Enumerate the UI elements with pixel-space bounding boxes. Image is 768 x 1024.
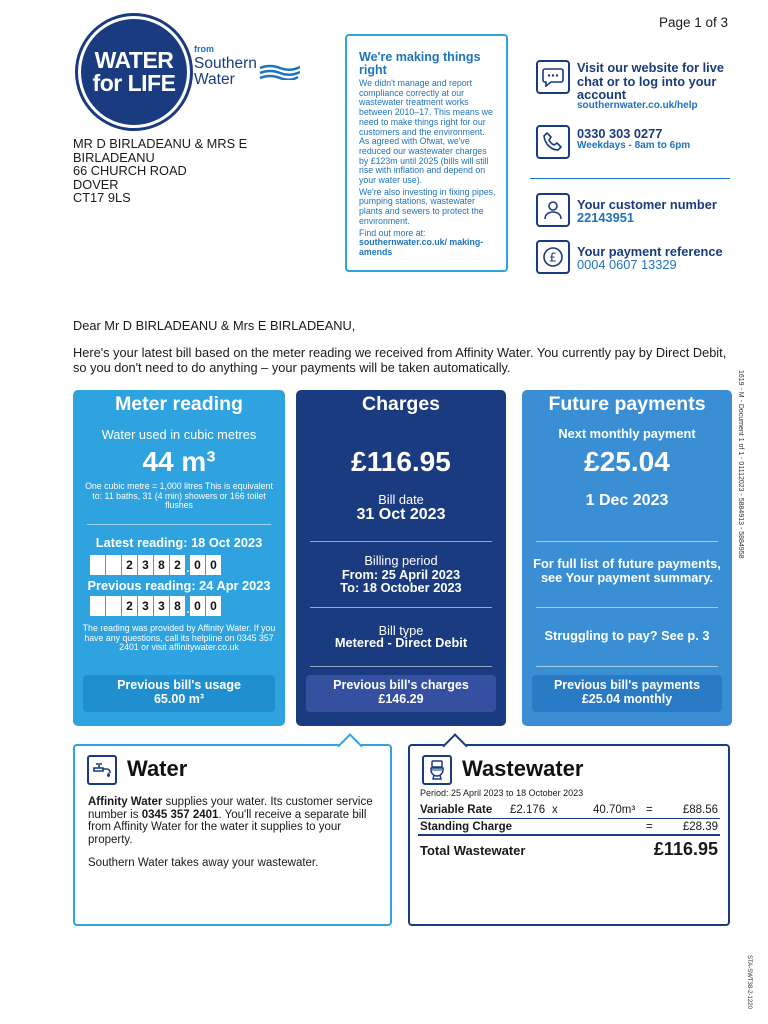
greeting: Dear Mr D BIRLADEANU & Mrs E BIRLADEANU, — [73, 318, 356, 333]
meter-digit — [90, 555, 106, 575]
page-number: Page 1 of 3 — [658, 15, 728, 30]
payment-reference: 0004 0607 13329 — [577, 257, 677, 272]
previous-usage-box — [83, 675, 275, 712]
total-amount: £116.95 — [653, 839, 718, 859]
water-text-a: supplies your water. Its customer service number is — [88, 796, 373, 821]
standing-charge-row — [418, 821, 720, 836]
bill-date: 31 Oct 2023 — [356, 506, 446, 523]
notice-title: We're making things right — [359, 50, 481, 77]
meter-digit: 3 — [138, 596, 154, 616]
previous-charges-value: £146.29 — [378, 691, 424, 706]
meter-digit: 3 — [154, 596, 170, 616]
variable-rate-row — [418, 804, 720, 819]
previous-charges-label: Previous bill's charges — [333, 678, 469, 692]
payment-reference-label: Your payment reference — [577, 244, 723, 259]
panel-pointer — [337, 733, 362, 758]
phone-hours: Weekdays - 8am to 6pm — [577, 140, 691, 151]
bill-date-label: Bill date — [378, 492, 424, 507]
divider — [536, 541, 718, 542]
billing-period-label: Billing period — [364, 553, 438, 568]
meter-note: One cubic metre = 1,000 litres This is equivalent to: 11 baths, 31 (4 min) showers or 166 toilet flushes — [85, 481, 273, 510]
water-text — [88, 796, 378, 846]
water-title: Water — [127, 756, 188, 781]
meter-usage: 44 m³ — [142, 446, 216, 477]
next-payment-amount: £25.04 — [584, 446, 670, 477]
meter-decimal: 0 — [190, 555, 206, 575]
wastewater-title: Wastewater — [462, 756, 584, 781]
variable-rate-label: Variable Rate — [420, 804, 493, 816]
toilet-icon — [422, 755, 452, 785]
meter-decimal: 0 — [206, 555, 222, 575]
struggling-note[interactable]: Struggling to pay? See p. 3 — [544, 628, 710, 643]
meter-digit: 8 — [170, 596, 186, 616]
multiply-sign: x — [552, 804, 558, 816]
latest-meter-dial — [90, 555, 222, 575]
customer-address: MR D BIRLADEANU & MRS E BIRLADEANU 66 CHURCH ROAD DOVER CT17 9LS — [73, 136, 248, 205]
supplier-phone: 0345 357 2401 — [141, 808, 219, 821]
logo-line2: for LIFE — [92, 70, 176, 96]
meter-title: Meter reading — [115, 393, 243, 415]
meter-digit — [106, 555, 122, 575]
charges-amount: £116.95 — [351, 446, 451, 477]
next-payment-label: Next monthly payment — [558, 426, 696, 441]
person-icon — [536, 193, 570, 227]
divider — [310, 541, 492, 542]
supplier-name: Affinity Water — [88, 796, 163, 808]
notice-find-more: Find out more at: — [359, 227, 426, 238]
divider — [310, 607, 492, 608]
making-things-right-notice — [345, 34, 508, 272]
logo-line1: WATER — [94, 47, 174, 73]
meter-digit: 8 — [154, 555, 170, 575]
charges-card — [296, 390, 506, 726]
total-label: Total Wastewater — [420, 843, 526, 858]
meter-digit: 2 — [122, 596, 138, 616]
divider — [536, 607, 718, 608]
previous-usage-value: 65.00 m³ — [153, 691, 205, 706]
variable-quantity: 40.70m³ — [593, 804, 636, 816]
from-label: from — [194, 44, 214, 54]
chat-icon — [536, 60, 570, 94]
water-text-b: . You'll receive a separate bill from Affinity Water for the water it supplies to your property. — [88, 808, 367, 846]
divider — [310, 666, 492, 667]
divider — [87, 524, 271, 525]
customer-number: 22143951 — [577, 210, 634, 225]
variable-amount: £88.56 — [682, 804, 718, 816]
bill-type-label: Bill type — [378, 623, 424, 638]
meter-digit — [90, 596, 106, 616]
latest-reading-label: Latest reading: 18 Oct 2023 — [95, 535, 263, 550]
meter-decimal-point: . — [186, 596, 190, 616]
meter-digit: 2 — [122, 555, 138, 575]
help-link[interactable]: southernwater.co.uk/help — [577, 100, 698, 111]
tap-icon — [87, 755, 117, 785]
svg-text:£: £ — [549, 250, 557, 265]
waves-icon — [258, 64, 300, 80]
previous-usage-label: Previous bill's usage — [117, 678, 241, 692]
notice-link[interactable]: southernwater.co.uk/ making-amends — [359, 237, 484, 257]
meter-reading-card — [73, 390, 285, 726]
water-for-life-logo — [78, 16, 190, 128]
equals-sign: = — [646, 804, 653, 816]
provider-note: The reading was provided by Affinity Water. If you have any questions, call its helpline on 0345 357 2401 or visit affinitywater.co.uk — [82, 623, 276, 652]
meter-subtitle: Water used in cubic metres — [101, 427, 257, 442]
charges-title: Charges — [361, 393, 441, 415]
southern-water-name: Southern Water — [194, 55, 257, 88]
meter-decimal: 0 — [206, 596, 222, 616]
future-title: Future payments — [548, 393, 706, 415]
wastewater-panel — [408, 744, 730, 926]
previous-reading-label: Previous reading: 24 Apr 2023 — [87, 578, 271, 593]
next-payment-date: 1 Dec 2023 — [585, 492, 669, 509]
previous-payments-box — [532, 675, 722, 712]
meter-decimal-point: . — [186, 555, 190, 575]
meter-digit — [106, 596, 122, 616]
total-row — [418, 839, 720, 859]
bill-type: Metered - Direct Debit — [334, 635, 468, 650]
website-title: Visit our website for live chat or to log into your account — [577, 60, 724, 102]
meter-digit: 2 — [170, 555, 186, 575]
notice-body2: We're also investing in fixing pipes, pumping stations, wastewater plants and sewers to protect the environment. — [359, 186, 496, 226]
future-payments-card — [522, 390, 732, 726]
previous-payments-value: £25.04 monthly — [581, 691, 673, 706]
notice-body1: We didn't manage and report compliance correctly at our wastewater treatment works between 2010–17. This means we need to make things right for our customers and the environment. As agreed with Ofwat, we've reduced our wastewater charges by £123m until 2025 (bills will still rise with inflation and depend on your water use). — [359, 78, 493, 186]
divider — [536, 666, 718, 667]
previous-payments-label: Previous bill's payments — [553, 678, 701, 692]
standing-charge-amount: £28.39 — [682, 821, 718, 833]
phone-number[interactable]: 0330 303 0277 — [577, 126, 663, 141]
contact-divider — [530, 178, 730, 179]
pound-icon — [536, 240, 570, 274]
billing-period-from: From: 25 April 2023 — [341, 567, 461, 582]
standing-charge-label: Standing Charge — [420, 821, 513, 833]
phone-icon — [536, 125, 570, 159]
wastewater-period: Period: 25 April 2023 to 18 October 2023 — [420, 788, 584, 798]
meter-digit: 3 — [138, 555, 154, 575]
customer-number-label: Your customer number — [577, 197, 717, 212]
document-reference: 1619 - M - Document 1 of 1 - 01112023 - 5884913 - 5884958 — [737, 370, 744, 559]
wastewater-note: Southern Water takes away your wastewater. — [88, 857, 319, 869]
equals-sign: = — [646, 821, 653, 833]
previous-charges-box — [306, 675, 496, 712]
previous-meter-dial — [90, 596, 222, 616]
billing-period-to: To: 18 October 2023 — [340, 580, 462, 595]
full-list-note[interactable]: For full list of future payments, see Your payment summary. — [533, 556, 721, 585]
variable-rate: £2.176 — [510, 804, 546, 816]
meter-decimal: 0 — [190, 596, 206, 616]
water-panel — [73, 744, 392, 926]
intro-text: Here's your latest bill based on the meter reading we received from Affinity Water. You currently pay by Direct Debit, so you don't need to do anything – your payments will be taken automatically. — [73, 345, 727, 375]
form-reference: STA-SWT38-2-1220 — [746, 955, 752, 1009]
